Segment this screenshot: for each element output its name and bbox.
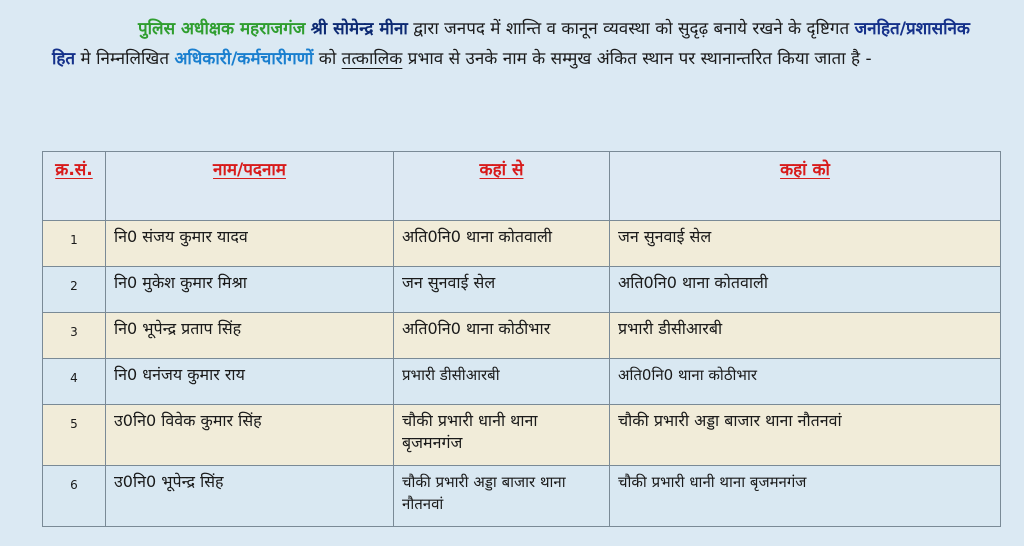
table-row [43, 267, 1001, 313]
cell-name: नि0 भूपेन्द्र प्रताप सिंह [106, 313, 394, 359]
header-name: नाम/पदनाम [106, 152, 394, 221]
header-to: कहां को [610, 152, 1001, 221]
table-row [43, 466, 1001, 527]
header-serial: क्र.सं. [43, 152, 106, 221]
header-from: कहां से [394, 152, 610, 221]
cell-to: जन सुनवाई सेल [610, 221, 1001, 267]
cell-to: अति0नि0 थाना कोतवाली [610, 267, 1001, 313]
immediate-text: तत्कालिक [341, 49, 403, 69]
table-row [43, 405, 1001, 466]
cell-name: नि0 संजय कुमार यादव [106, 221, 394, 267]
table-row [43, 313, 1001, 359]
cell-serial: 5 [43, 405, 106, 466]
cell-name: उ0नि0 भूपेन्द्र सिंह [106, 466, 394, 527]
cell-from: जन सुनवाई सेल [394, 267, 610, 313]
cell-name: नि0 मुकेश कुमार मिश्रा [106, 267, 394, 313]
cell-to: अति0नि0 थाना कोठीभार [610, 359, 1001, 405]
cell-from: अति0नि0 थाना कोठीभार [394, 313, 610, 359]
notice-text-part1: द्वारा जनपद में शान्ति व कानून व्यवस्था को सुदृढ़ बनाये रखने के दृष्टिगत [413, 19, 850, 39]
cell-to: चौकी प्रभारी धानी थाना बृजमनगंज [610, 466, 1001, 527]
cell-name: उ0नि0 विवेक कुमार सिंह [106, 405, 394, 466]
cell-from: अति0नि0 थाना कोतवाली [394, 221, 610, 267]
cell-serial: 4 [43, 359, 106, 405]
cell-to: प्रभारी डीसीआरबी [610, 313, 1001, 359]
notice-text-part3: को [318, 49, 337, 69]
table-header-row [43, 152, 1001, 221]
public-interest-text: जनहित/प्रशासनिक हित [52, 19, 970, 69]
cell-from: चौकी प्रभारी धानी थाना बृजमनगंज [394, 405, 610, 466]
notice-text-part2: मे निम्नलिखित [80, 49, 170, 69]
table-row [43, 359, 1001, 405]
transfer-notice-paragraph [52, 14, 992, 74]
notice-text-part4: प्रभाव से उनके नाम के सम्मुख अंकित स्थान पर स्थानान्तरित किया जाता है - [407, 49, 872, 69]
cell-from: प्रभारी डीसीआरबी [394, 359, 610, 405]
officer-name: श्री सोमेन्द्र मीना [310, 19, 408, 39]
cell-serial: 1 [43, 221, 106, 267]
cell-to: चौकी प्रभारी अड्डा बाजार थाना नौतनवां [610, 405, 1001, 466]
sp-designation: पुलिस अधीक्षक महराजगंज [138, 19, 306, 39]
cell-from: चौकी प्रभारी अड्डा बाजार थाना नौतनवां [394, 466, 610, 527]
cell-name: नि0 धनंजय कुमार राय [106, 359, 394, 405]
table-row [43, 221, 1001, 267]
cell-serial: 6 [43, 466, 106, 527]
staff-text: अधिकारी/कर्मचारीगणों [174, 49, 314, 69]
cell-serial: 2 [43, 267, 106, 313]
cell-serial: 3 [43, 313, 106, 359]
transfer-table [42, 151, 1001, 527]
